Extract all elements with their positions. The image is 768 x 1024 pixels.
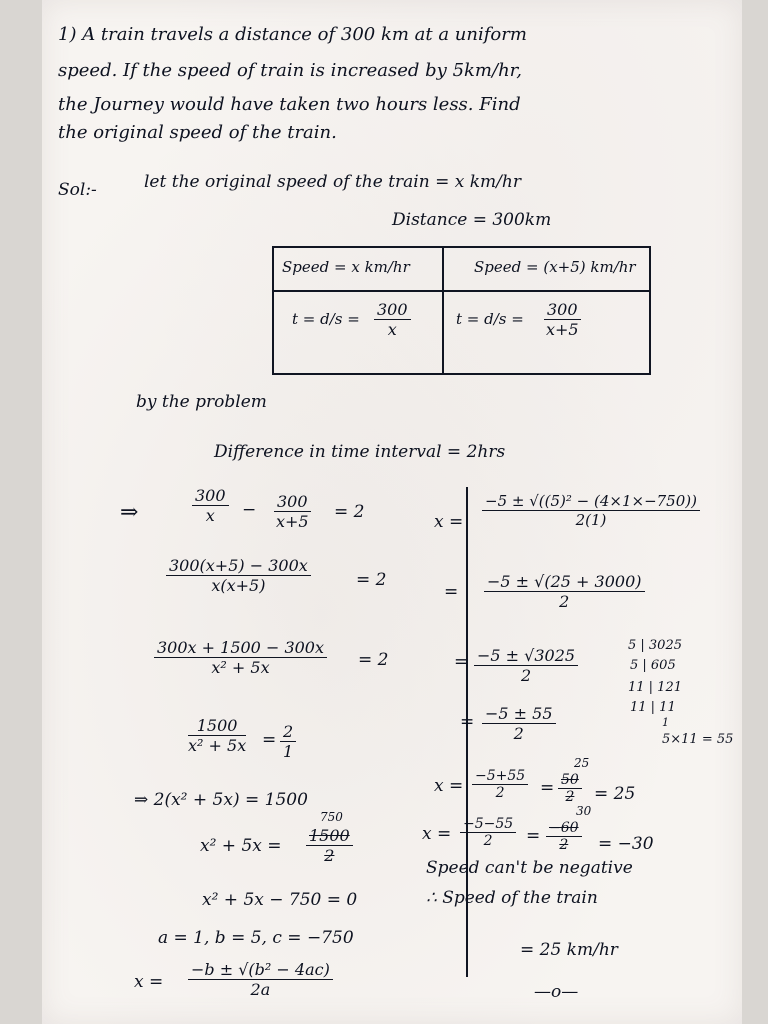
r5-rhs: = 25 [594, 784, 636, 804]
r1-lhs: x = [434, 512, 464, 532]
factor-line-4: 11 | 11 [630, 700, 676, 715]
table-col1-equation: t = d/s = [292, 310, 360, 328]
final-answer: = 25 km/hr [520, 940, 618, 960]
r2-denominator: 2 [559, 592, 570, 611]
r1-denominator: 2(1) [575, 511, 607, 529]
eq6-denominator: 2 [324, 846, 335, 865]
end-mark: —o— [534, 982, 579, 1002]
eq4-equals: = [262, 730, 277, 750]
r5-denominator-2: 2 [565, 789, 575, 805]
by-the-problem: by the problem [136, 392, 267, 412]
r3-numerator: −5 ± √3025 [474, 646, 578, 666]
table-col2-numerator: 300 [544, 300, 581, 320]
table-column-divider [442, 248, 444, 373]
r6-denominator: 2 [483, 833, 493, 849]
question-line-1: 1) A train travels a distance of 300 km at a uniform [58, 24, 527, 45]
r6-denominator-2: 2 [559, 837, 569, 853]
implies-arrow: ⇒ [120, 500, 139, 525]
r2-numerator: −5 ± √(25 + 3000) [484, 572, 645, 592]
r5-lhs: x = [434, 776, 464, 796]
r6-numerator: −5−55 [460, 816, 516, 833]
r3-lhs: = [454, 652, 469, 672]
r6-numerator-2: −60 [546, 820, 582, 837]
r5-cancel: 25 [574, 756, 590, 770]
factor-result: 5×11 = 55 [662, 732, 734, 747]
eq1-a-numerator: 300 [192, 486, 229, 506]
r5-fraction-2 [558, 772, 582, 805]
table-col1-fraction [374, 300, 411, 339]
eq3-rhs: = 2 [358, 650, 389, 670]
r5-equals: = [540, 778, 555, 798]
question-line-4: the original speed of the train. [58, 122, 337, 143]
eq6-numerator: 1500 [306, 826, 353, 846]
eq4-rhs-numerator: 2 [280, 722, 296, 742]
eq3-denominator: x² + 5x [211, 658, 270, 677]
coefficients: a = 1, b = 5, c = −750 [158, 928, 354, 948]
eq1-rhs: = 2 [334, 502, 365, 522]
notebook-page [42, 0, 742, 1024]
r5-fraction [472, 768, 528, 801]
table-col2-denominator: x+5 [545, 320, 579, 339]
eq4-rhs-fraction [280, 722, 296, 761]
r3-denominator: 2 [520, 666, 532, 685]
distance-statement: Distance = 300km [392, 210, 552, 230]
r5-denominator: 2 [495, 785, 505, 801]
r5-numerator: −5+55 [472, 768, 528, 785]
r4-denominator: 2 [513, 724, 524, 743]
r6-fraction-2 [546, 820, 582, 853]
let-statement: let the original speed of the train = x km/hr [144, 172, 521, 192]
eq6-cancel: 750 [320, 810, 343, 824]
r2-fraction [484, 572, 645, 611]
eq1-minus: − [242, 500, 257, 520]
question-line-3: the Journey would have taken two hours less. Find [58, 94, 521, 115]
r5-numerator-2: 50 [558, 772, 582, 789]
solution-label: Sol:- [58, 180, 97, 200]
table-col1-numerator: 300 [374, 300, 411, 320]
factor-line-3: 11 | 121 [628, 680, 682, 695]
note-negative: Speed can't be negative [426, 858, 633, 878]
eq2-fraction [166, 556, 311, 595]
eq4-fraction [188, 716, 246, 755]
r1-fraction [482, 492, 700, 529]
r6-cancel: 30 [576, 804, 592, 818]
factor-line-2: 5 | 605 [630, 658, 676, 673]
quadratic-formula [188, 960, 333, 999]
r2-lhs: = [444, 582, 459, 602]
factor-line-5: 1 [662, 716, 669, 729]
eq1-fraction-b [274, 492, 311, 531]
formula-denominator: 2a [250, 980, 271, 999]
eq1-fraction-a [192, 486, 229, 525]
eq2-rhs: = 2 [356, 570, 387, 590]
eq1-b-numerator: 300 [274, 492, 311, 512]
r6-rhs: = −30 [598, 834, 654, 854]
table-col2-header: Speed = (x+5) km/hr [474, 258, 636, 276]
eq3-numerator: 300x + 1500 − 300x [154, 638, 327, 658]
r4-numerator: −5 ± 55 [482, 704, 556, 724]
difference-statement: Difference in time interval = 2hrs [214, 442, 506, 462]
r6-fraction [460, 816, 516, 849]
r4-lhs: = [460, 712, 475, 732]
note-speed: ∴ Speed of the train [426, 888, 598, 908]
table-col2-equation: t = d/s = [456, 310, 524, 328]
eq2-denominator: x(x+5) [211, 576, 266, 595]
r4-fraction [482, 704, 556, 743]
speed-time-table [272, 246, 651, 375]
formula-lhs: x = [134, 972, 164, 992]
table-col2-fraction [544, 300, 581, 339]
eq4-numerator: 1500 [188, 716, 246, 736]
eq3-fraction [154, 638, 327, 677]
eq7: x² + 5x − 750 = 0 [202, 890, 358, 910]
r3-fraction [474, 646, 578, 685]
table-col1-header: Speed = x km/hr [282, 258, 410, 276]
r6-equals: = [526, 826, 541, 846]
factor-line-1: 5 | 3025 [628, 638, 682, 653]
question-line-2: speed. If the speed of train is increased by 5km/hr, [58, 60, 523, 81]
eq1-a-denominator: x [205, 506, 215, 525]
eq1-b-denominator: x+5 [275, 512, 309, 531]
r1-numerator: −5 ± √((5)² − (4×1×−750)) [482, 492, 700, 511]
eq4-rhs-denominator: 1 [283, 742, 294, 761]
table-header-divider [274, 290, 649, 292]
table-col1-denominator: x [387, 320, 397, 339]
eq4-denominator: x² + 5x [188, 736, 247, 755]
formula-numerator: −b ± √(b² − 4ac) [188, 960, 333, 980]
eq5: ⇒ 2(x² + 5x) = 1500 [134, 790, 308, 810]
eq6-lhs: x² + 5x = [200, 836, 282, 856]
eq6-fraction [306, 826, 353, 865]
r6-lhs: x = [422, 824, 452, 844]
eq2-numerator: 300(x+5) − 300x [166, 556, 311, 576]
